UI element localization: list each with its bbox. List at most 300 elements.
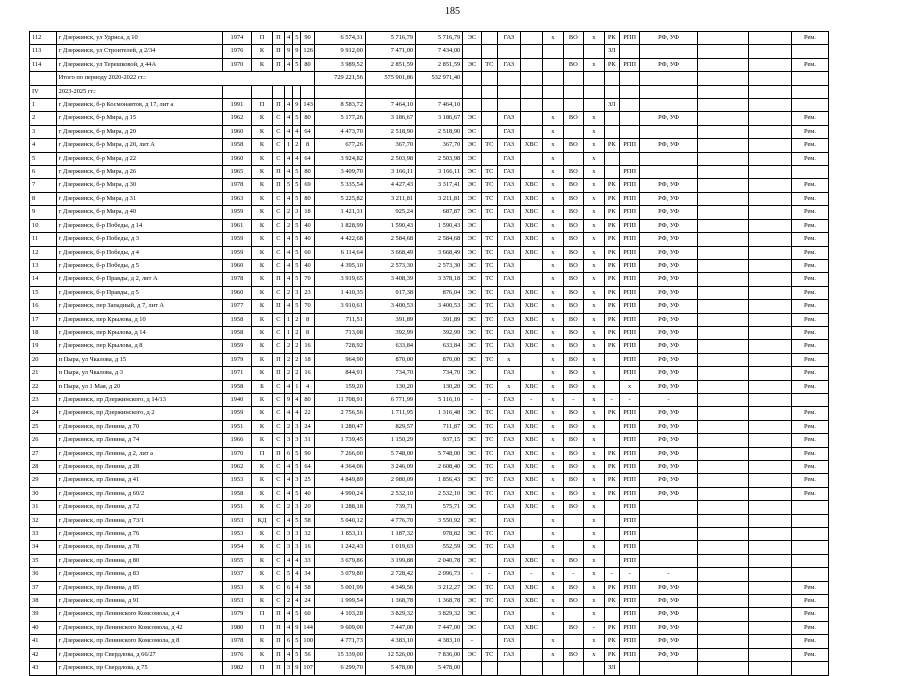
extra-1 [697,139,748,152]
entrances: 4 [285,259,293,272]
power-supply: ЭС [463,434,481,447]
floors: 4 [293,595,301,608]
repair-type: Рем. [791,461,828,474]
extra-1 [697,125,748,138]
floor-type: С [272,219,284,232]
hot-water [543,72,563,85]
address: 2023-2025 гг.: [56,85,222,98]
basement [640,72,697,85]
hot-water: х [543,407,563,420]
sewerage: ВО [563,595,583,608]
page-number: 185 [445,6,460,17]
floors: 2 [293,367,301,380]
extra-2 [748,648,791,661]
wall-material: К [252,192,272,205]
extra-2 [748,152,791,165]
floor-type: С [272,434,284,447]
gas-supply: ГАЗ [498,192,521,205]
apartments: 144 [301,621,314,634]
living-area: 2 851,59 [365,58,415,71]
total-area: 4 364,06 [314,461,365,474]
power-supply: - [463,568,481,581]
address: г Дзержинск, б-р Правды, д 5 [56,286,222,299]
heat-supply: ТС [481,648,497,661]
heat-supply: ТС [481,487,497,500]
extra-2 [748,340,791,353]
power-supply: ЭС [463,380,481,393]
repair-type: Рем. [791,206,828,219]
year: 1958 [222,380,252,393]
apartments: 90 [301,32,314,45]
facade: РПП [619,487,639,500]
water-supply: ХВС [520,139,543,152]
address: г Дзержинск, б-р Мира, д 15 [56,112,222,125]
floor-type: П [272,608,284,621]
floor-type: С [272,595,284,608]
drain: х [584,286,604,299]
sewerage: ВО [563,380,583,393]
table-row [30,353,829,366]
address: г Дзержинск, б-р Мира, д 22 [56,152,222,165]
table-row [30,179,829,192]
table-row [30,501,829,514]
gas-supply: ГАЗ [498,367,521,380]
floor-type: С [272,581,284,594]
repair-type: Рем. [791,487,828,500]
residential-area [416,85,463,98]
gas-supply: ГАЗ [498,166,521,179]
entrances: 4 [285,621,293,634]
hot-water: х [543,461,563,474]
apartments: 70 [301,300,314,313]
residential-area: 7 434,00 [416,45,463,58]
gas-supply: ГАЗ [498,447,521,460]
hot-water: х [543,326,563,339]
extra-2 [748,286,791,299]
residential-area: 2 532,10 [416,487,463,500]
residential-area: 1 590,43 [416,219,463,232]
heat-supply: ТС [481,541,497,554]
floor-type: С [272,192,284,205]
water-supply: ХВС [520,554,543,567]
roof: РК [604,233,619,246]
repair-type: Рем. [791,286,828,299]
address: г Дзержинск, пр Ленина, д 74 [56,434,222,447]
drain: х [584,648,604,661]
sewerage [563,635,583,648]
facade [619,72,639,85]
extra-2 [748,32,791,45]
facade: РПП [619,340,639,353]
extra-2 [748,72,791,85]
basement: РФ, УФ [640,326,697,339]
wall-material: К [252,528,272,541]
water-supply [520,58,543,71]
floors: 5 [293,58,301,71]
residential-area: 1 856,43 [416,474,463,487]
water-supply: ХВС [520,246,543,259]
year: 1958 [222,326,252,339]
living-area: 392,99 [365,326,415,339]
wall-material: К [252,166,272,179]
sewerage: ВО [563,112,583,125]
sewerage: ВО [563,648,583,661]
heat-supply: ТС [481,313,497,326]
apartments: 25 [301,474,314,487]
living-area: 829,57 [365,420,415,433]
drain [584,99,604,112]
living-area: 2 573,30 [365,259,415,272]
water-supply: ХВС [520,581,543,594]
floors: 3 [293,541,301,554]
floor-type: П [272,58,284,71]
entrances: 4 [285,554,293,567]
repair-type: Рем. [791,447,828,460]
row-number: 41 [30,635,57,648]
residential-area: 2 573,30 [416,259,463,272]
power-supply: ЭС [463,112,481,125]
drain: х [584,58,604,71]
residential-area: 687,87 [416,206,463,219]
power-supply: ЭС [463,554,481,567]
living-area: 2 728,42 [365,568,415,581]
entrances: 3 [285,528,293,541]
table-row [30,99,829,112]
wall-material: П [252,447,272,460]
address: г Дзержинск, пр Ленинского Комсомола, д 42 [56,621,222,634]
floors: 9 [293,45,301,58]
facade [619,112,639,125]
drain: х [584,139,604,152]
roof: РК [604,340,619,353]
repair-type: Рем. [791,219,828,232]
basement [640,528,697,541]
row-number: 19 [30,340,57,353]
total-area: 1 853,11 [314,528,365,541]
gas-supply: ГАЗ [498,286,521,299]
extra-2 [748,393,791,406]
entrances: 2 [285,367,293,380]
row-number: 24 [30,407,57,420]
living-area: 5 478,00 [365,662,415,675]
residential-area: 2 503,98 [416,152,463,165]
extra-1 [697,554,748,567]
extra-1 [697,326,748,339]
basement [640,152,697,165]
floors: 4 [293,125,301,138]
table-row [30,595,829,608]
row-number: 16 [30,300,57,313]
apartments: 40 [301,259,314,272]
total-area: 5 225,82 [314,192,365,205]
apartments: 100 [301,635,314,648]
floor-type: С [272,152,284,165]
wall-material: К [252,420,272,433]
address: г Дзержинск, б-р Победы, д 4 [56,246,222,259]
total-area: 6 114,64 [314,246,365,259]
year: 1960 [222,259,252,272]
heat-supply [481,152,497,165]
extra-1 [697,380,748,393]
wall-material: К [252,474,272,487]
apartments: 8 [301,139,314,152]
residential-area: 552,59 [416,541,463,554]
address: г Дзержинск, пр Ленина, д 73/1 [56,514,222,527]
power-supply: - [463,635,481,648]
power-supply: ЭС [463,300,481,313]
apartments: 24 [301,595,314,608]
total-area: 9 912,00 [314,45,365,58]
living-area [365,85,415,98]
table-row [30,233,829,246]
total-area: 964,90 [314,353,365,366]
year: 1960 [222,286,252,299]
wall-material: П [252,99,272,112]
sewerage: ВО [563,233,583,246]
table-row [30,621,829,634]
floor-type: С [272,112,284,125]
repair-type [791,528,828,541]
water-supply [520,273,543,286]
sewerage [563,152,583,165]
roof: РК [604,192,619,205]
power-supply: ЭС [463,58,481,71]
roof [604,125,619,138]
apartments: 34 [301,568,314,581]
water-supply [520,514,543,527]
row-number: 43 [30,662,57,675]
apartments: 16 [301,340,314,353]
wall-material: К [252,648,272,661]
extra-2 [748,206,791,219]
gas-supply [498,99,521,112]
residential-area: 3 829,32 [416,608,463,621]
drain: х [584,474,604,487]
extra-2 [748,380,791,393]
row-number: 5 [30,152,57,165]
heat-supply: ТС [481,286,497,299]
drain: х [584,461,604,474]
floors: 3 [293,434,301,447]
extra-1 [697,246,748,259]
basement [640,99,697,112]
table-row [30,393,829,406]
gas-supply [498,662,521,675]
table-row [30,662,829,675]
water-supply: ХВС [520,420,543,433]
sewerage: ВО [563,219,583,232]
sewerage: ВО [563,313,583,326]
hot-water: х [543,447,563,460]
floors: 2 [293,353,301,366]
apartments: 64 [301,152,314,165]
wall-material: К [252,434,272,447]
basement: РФ, УФ [640,487,697,500]
sewerage: ВО [563,447,583,460]
repair-type: Рем. [791,474,828,487]
power-supply: ЭС [463,246,481,259]
table-row [30,85,829,98]
floor-type: П [272,648,284,661]
hot-water: х [543,112,563,125]
extra-1 [697,662,748,675]
power-supply: ЭС [463,420,481,433]
gas-supply: ГАЗ [498,541,521,554]
living-area: 12 526,00 [365,648,415,661]
total-area: 7 266,00 [314,447,365,460]
repair-type: Рем. [791,152,828,165]
total-area: 4 849,89 [314,474,365,487]
heat-supply: ТС [481,595,497,608]
hot-water: х [543,380,563,393]
facade [619,152,639,165]
floors: 5 [293,461,301,474]
living-area: 4 427,43 [365,179,415,192]
power-supply: ЭС [463,166,481,179]
floors: 3 [293,286,301,299]
heat-supply: ТС [481,407,497,420]
table-row [30,474,829,487]
entrances: 4 [285,273,293,286]
hot-water: х [543,139,563,152]
wall-material: К [252,152,272,165]
hot-water: х [543,393,563,406]
living-area: 3 246,09 [365,461,415,474]
table-row [30,219,829,232]
residential-area: 2 584,68 [416,233,463,246]
residential-area: 937,15 [416,434,463,447]
extra-1 [697,514,748,527]
power-supply: ЭС [463,474,481,487]
facade: РПП [619,32,639,45]
entrances: 4 [285,300,293,313]
apartments: 70 [301,273,314,286]
floors: 4 [293,152,301,165]
basement: РФ, УФ [640,407,697,420]
heat-supply [481,72,497,85]
row-number: 18 [30,326,57,339]
table-row [30,514,829,527]
facade: РПП [619,621,639,634]
heat-supply [481,608,497,621]
heat-supply: ТС [481,461,497,474]
wall-material: К [252,487,272,500]
gas-supply: х [498,353,521,366]
facade: - [619,393,639,406]
living-area: 7 447,00 [365,621,415,634]
hot-water: х [543,233,563,246]
basement: РФ, УФ [640,420,697,433]
address: г Дзержинск, б-р Мира, д 31 [56,192,222,205]
floor-type: П [272,447,284,460]
water-supply [520,112,543,125]
apartments: 8 [301,326,314,339]
residential-area: 3 317,41 [416,179,463,192]
total-area: 1 410,35 [314,286,365,299]
hot-water: х [543,219,563,232]
extra-1 [697,233,748,246]
wall-material: К [252,554,272,567]
extra-1 [697,474,748,487]
roof: РК [604,635,619,648]
water-supply [520,662,543,675]
floor-type: П [272,273,284,286]
living-area: 925,24 [365,206,415,219]
address: г Дзержинск, пр Ленина, д 85 [56,581,222,594]
total-area: 4 395,10 [314,259,365,272]
heat-supply [481,367,497,380]
living-area: 1 590,43 [365,219,415,232]
row-number: 3 [30,125,57,138]
sewerage: ВО [563,420,583,433]
floors: 4 [293,581,301,594]
address: г Дзержинск, б-р Победы, д 14 [56,219,222,232]
table-row [30,72,829,85]
drain: х [584,32,604,45]
address: г Дзержинск, пр Дзержинского, д 2 [56,407,222,420]
residential-area: 130,20 [416,380,463,393]
heat-supply [481,112,497,125]
gas-supply: ГАЗ [498,434,521,447]
sewerage: ВО [563,179,583,192]
apartments: 22 [301,407,314,420]
apartments: 24 [301,420,314,433]
drain: х [584,233,604,246]
address: г Дзержинск, б-р Правды, д 2, лит А [56,273,222,286]
water-supply [520,353,543,366]
heat-supply [481,99,497,112]
facade: РПП [619,608,639,621]
heat-supply [481,85,497,98]
floor-type: С [272,233,284,246]
total-area: 1 999,54 [314,595,365,608]
address: п Пыра, ул 1 Мая, д 20 [56,380,222,393]
drain [584,662,604,675]
wall-material: К [252,595,272,608]
floors: 4 [293,568,301,581]
heat-supply: ТС [481,259,497,272]
basement: РФ, УФ [640,635,697,648]
drain: х [584,179,604,192]
total-area: 6 299,70 [314,662,365,675]
year: 1965 [222,166,252,179]
gas-supply: ГАЗ [498,313,521,326]
address: г Дзержинск, пр Ленина, д 70 [56,420,222,433]
year: 1966 [222,434,252,447]
water-supply [520,72,543,85]
facade: РПП [619,420,639,433]
residential-area: 978,82 [416,528,463,541]
drain: х [584,152,604,165]
hot-water: х [543,313,563,326]
wall-material: К [252,326,272,339]
floors: 5 [293,219,301,232]
power-supply: ЭС [463,152,481,165]
water-supply [520,32,543,45]
sewerage: - [563,568,583,581]
address: г Дзержинск, б-р Мира, д 20 [56,125,222,138]
wall-material: К [252,286,272,299]
extra-1 [697,72,748,85]
table-row [30,461,829,474]
residential-area: 870,00 [416,353,463,366]
facade: РПП [619,58,639,71]
table-row [30,608,829,621]
residential-area: 2 518,90 [416,125,463,138]
facade: РПП [619,514,639,527]
power-supply: ЭС [463,313,481,326]
extra-2 [748,367,791,380]
